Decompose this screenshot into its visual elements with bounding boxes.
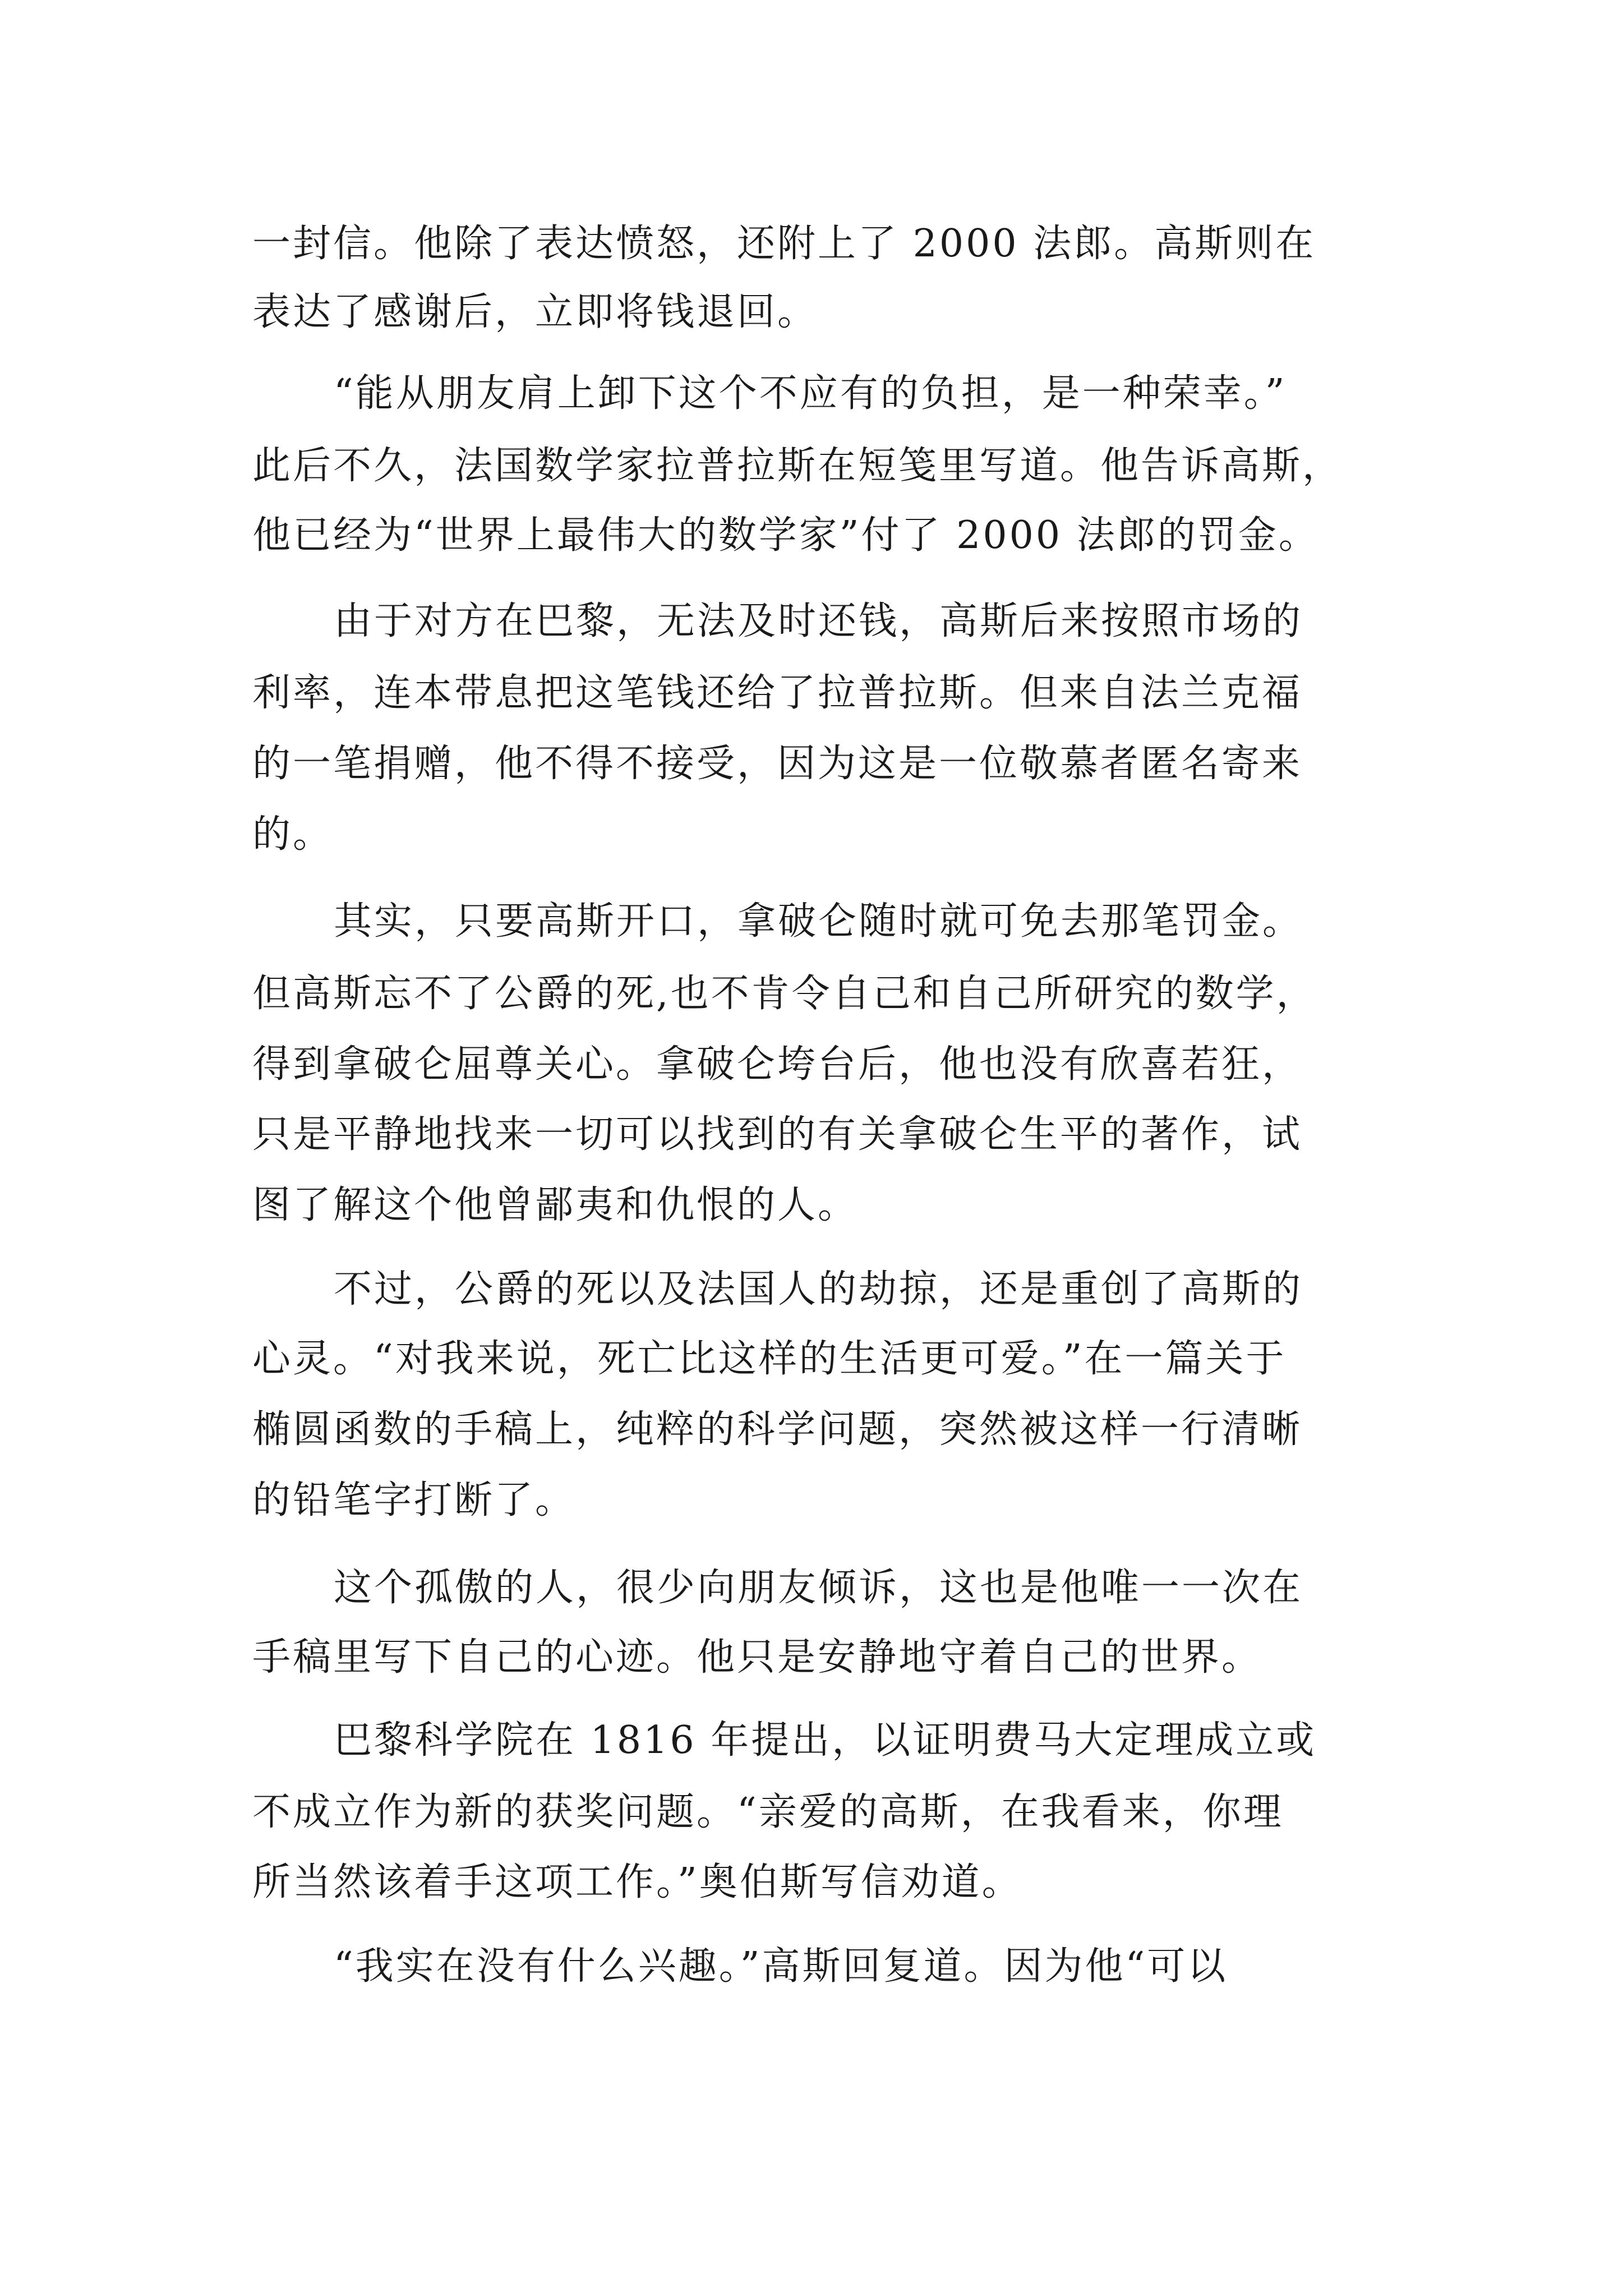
text-line: 巴黎科学院在 1816 年提出，以证明费马大定理成立或 <box>334 1718 1317 1763</box>
text-line: 图了解这个他曾鄙夷和仇恨的人。 <box>252 1183 859 1227</box>
text-line: 只是平静地找来一切可以找到的有关拿破仑生平的著作，试 <box>252 1112 1303 1157</box>
text-line: 的一笔捐赠，他不得不接受，因为这是一位敬慕者匿名寄来 <box>252 742 1303 786</box>
text-line: 他已经为“世界上最伟大的数学家”付了 2000 法郎的罚金。 <box>252 513 1319 558</box>
text-line: “能从朋友肩上卸下这个不应有的负担，是一种荣幸。” <box>334 371 1287 416</box>
text-line: “我实在没有什么兴趣。”高斯回复道。因为他“可以 <box>334 1944 1228 1989</box>
text-line: 心灵。“对我来说，死亡比这样的生活更可爱。”在一篇关于 <box>252 1337 1287 1381</box>
text-line: 由于对方在巴黎，无法及时还钱，高斯后来按照市场的 <box>334 599 1303 643</box>
text-line: 一封信。他除了表达愤怒，还附上了 2000 法郎。高斯则在 <box>252 222 1316 266</box>
text-line: 椭圆函数的手稿上，纯粹的科学问题，突然被这样一行清晰 <box>252 1407 1303 1452</box>
text-line: 所当然该着手这项工作。”奥伯斯写信劝道。 <box>252 1860 1022 1904</box>
text-line: 的铅笔字打断了。 <box>252 1478 576 1522</box>
text-line: 但高斯忘不了公爵的死,也不肯令自己和自己所研究的数学， <box>252 972 1317 1016</box>
text-line: 此后不久，法国数学家拉普拉斯在短笺里写道。他告诉高斯， <box>252 444 1343 488</box>
text-line: 利率，连本带息把这笔钱还给了拉普拉斯。但来自法兰克福 <box>252 671 1303 715</box>
text-line: 其实，只要高斯开口，拿破仑随时就可免去那笔罚金。 <box>334 899 1303 944</box>
text-line: 手稿里写下自己的心迹。他只是安静地守着自己的世界。 <box>252 1635 1262 1680</box>
text-line: 这个孤傲的人，很少向朋友倾诉，这也是他唯一一次在 <box>334 1566 1303 1610</box>
text-line: 的。 <box>252 812 334 857</box>
text-line: 得到拿破仑屈尊关心。拿破仑垮台后，他也没有欣喜若狂， <box>252 1042 1303 1087</box>
text-line: 不过，公爵的死以及法国人的劫掠，还是重创了高斯的 <box>334 1267 1303 1312</box>
text-line: 不成立作为新的获奖问题。“亲爱的高斯，在我看来，你理 <box>252 1790 1284 1834</box>
text-line: 表达了感谢后，立即将钱退回。 <box>252 290 818 334</box>
